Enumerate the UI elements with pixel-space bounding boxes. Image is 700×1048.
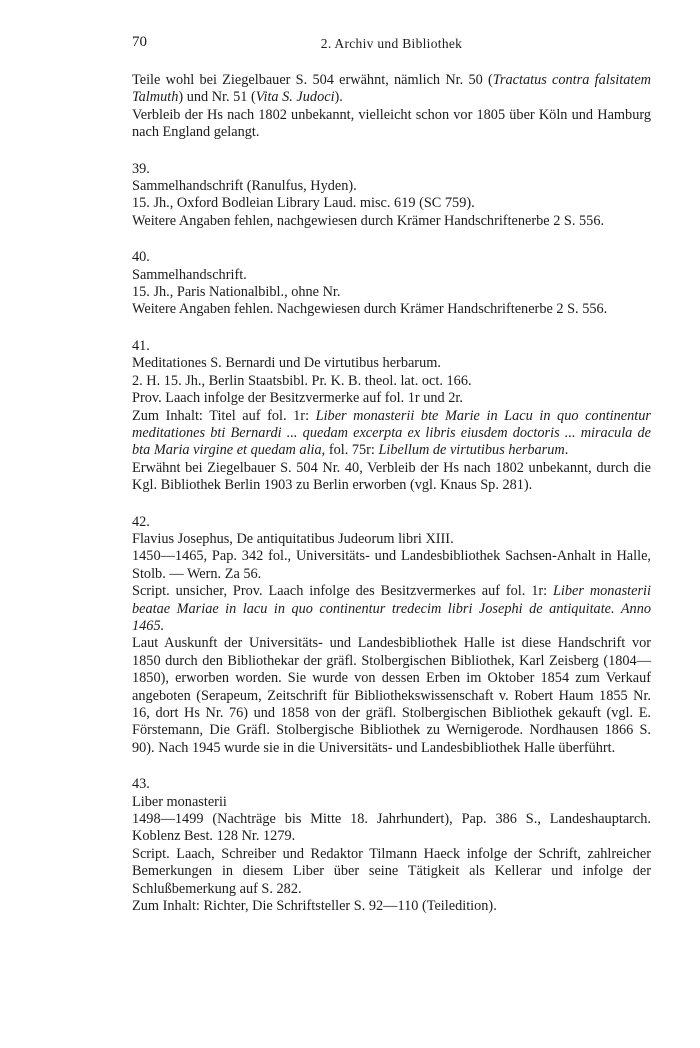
intro-text: ). (334, 89, 343, 106)
script-italic: Liber monasterii beatae Mariae in lacu in quo continentur tredecim libri Josephi de antiquitate. Anno 1465. (132, 583, 651, 634)
intro-block (132, 72, 651, 142)
entry-number: 43. (132, 776, 150, 793)
entry-date: 15. Jh., Paris Nationalbibl., ohne Nr. (132, 284, 341, 301)
entry-date: 2. H. 15. Jh., Berlin Staatsbibl. Pr. K. B. theol. lat. oct. 166. (132, 372, 472, 389)
intro-paragraph (132, 72, 651, 107)
entry-provenance: Prov. Laach infolge der Besitzvermerke auf fol. 1r und 2r. (132, 390, 463, 407)
entry-note: Weitere Angaben fehlen, nachgewiesen durch Krämer Handschriftenerbe 2 S. 556. (132, 212, 605, 229)
entry-script (132, 583, 651, 635)
contents-text: . (564, 442, 569, 459)
running-title: 2. Archiv und Bibliothek (320, 36, 463, 51)
entry-date: 1498—1499 (Nachträge bis Mitte 18. Jahrhundert), Pap. 386 S., Landeshauptarch. Koblenz Best. 128 Nr. 1279. (132, 811, 651, 845)
entry-number: 40. (132, 249, 150, 266)
entry-title: Meditationes S. Bernardi und De virtutibus herbarum. (132, 355, 441, 372)
entry-title: Liber monasterii (132, 793, 227, 810)
contents-text: Zum Inhalt: Titel auf fol. 1r: (132, 407, 316, 424)
entry-42 (132, 514, 651, 758)
entry-41 (132, 338, 651, 495)
contents-italic: Liber monasterii bte Marie in Lacu in quo continentur meditationes bti Bernardi ... quedam excerpta ex libris eiusdem doctoris ... miracula de bta Maria virgine et quedam alia (132, 407, 651, 459)
entry-number: 42. (132, 513, 150, 530)
intro-text: ) und Nr. 51 ( (178, 89, 256, 106)
entry-contents (132, 408, 651, 460)
contents-italic: Libellum de virtutibus herbarum (378, 442, 565, 459)
entry-40 (132, 249, 651, 319)
entry-title: Sammelhandschrift. (132, 266, 247, 283)
entry-script: Script. Laach, Schreiber und Redaktor Tilmann Haeck infolge der Schrift, zahlreicher Bemerkungen in diesem Liber über seine Tätigkeit als Kellerar und infolge der Schlußbemerkung auf S. 282. (132, 845, 651, 897)
entry-43 (132, 776, 651, 915)
entry-number: 39. (132, 160, 150, 177)
intro-verbleib: Verbleib der Hs nach 1802 unbekannt, vielleicht schon vor 1805 über Köln und Hamburg nach England gelangt. (132, 106, 651, 141)
entry-title: Sammelhandschrift (Ranulfus, Hyden). (132, 178, 357, 195)
entry-title: Flavius Josephus, De antiquitatibus Judeorum libri XIII. (132, 530, 454, 547)
entry-history: Laut Auskunft der Universitäts- und Landesbibliothek Halle ist diese Handschrift vor 1850 durch den Bibliothekar der gräfl. Stolbergischen Bibliothek, Karl Zeisberg (1804—1850), erworben worden. Sie wurde von dessen Erben im Oktober 1854 zum Verkauf angeboten (Serapeum, Zeitschrift für Bibliothekswissenschaft v. Robert Haum 1855 Nr. 16, dort Hs Nr. 76) und 1858 von der gräfl. Stolbergischen Bibliothek gekauft (vgl. E. Förstemann, Die Gräfl. Stolbergische Bibliothek zu Wernigerode. Nordhausen 1866 S. 90). Nach 1945 wurde sie in die Universitäts- und Landesbibliothek Halle überführt. (132, 635, 651, 756)
intro-title-italic: Tractatus contra falsitatem Talmuth (132, 72, 651, 106)
entry-note: Weitere Angaben fehlen. Nachgewiesen durch Krämer Handschriftenerbe 2 S. 556. (132, 301, 608, 318)
intro-title-italic: Vita S. Judoci (255, 89, 335, 106)
entry-date: 1450—1465, Pap. 342 fol., Universitäts- und Landesbibliothek Sachsen-Anhalt in Halle, Stolb. — Wern. Za 56. (132, 548, 651, 582)
entry-date: 15. Jh., Oxford Bodleian Library Laud. misc. 619 (SC 759). (132, 195, 475, 212)
entry-number: 41. (132, 337, 150, 354)
contents-text: , fol. 75r: (321, 442, 379, 459)
entry-39 (132, 161, 651, 231)
entry-contents: Zum Inhalt: Richter, Die Schriftsteller S. 92—110 (Teiledition). (132, 898, 497, 915)
document-page (132, 34, 651, 915)
script-text: Script. unsicher, Prov. Laach infolge des Besitzvermerkes auf fol. 1r: (132, 583, 553, 600)
page-number: 70 (132, 34, 147, 50)
intro-text: Teile wohl bei Ziegelbauer S. 504 erwähnt, nämlich Nr. 50 ( (132, 72, 493, 88)
entry-mentioned: Erwähnt bei Ziegelbauer S. 504 Nr. 40, Verbleib der Hs nach 1802 unbekannt, durch die Kgl. Bibliothek Berlin 1903 zu Berlin erworben (vgl. Knaus Sp. 281). (132, 459, 651, 494)
running-head (132, 34, 651, 56)
